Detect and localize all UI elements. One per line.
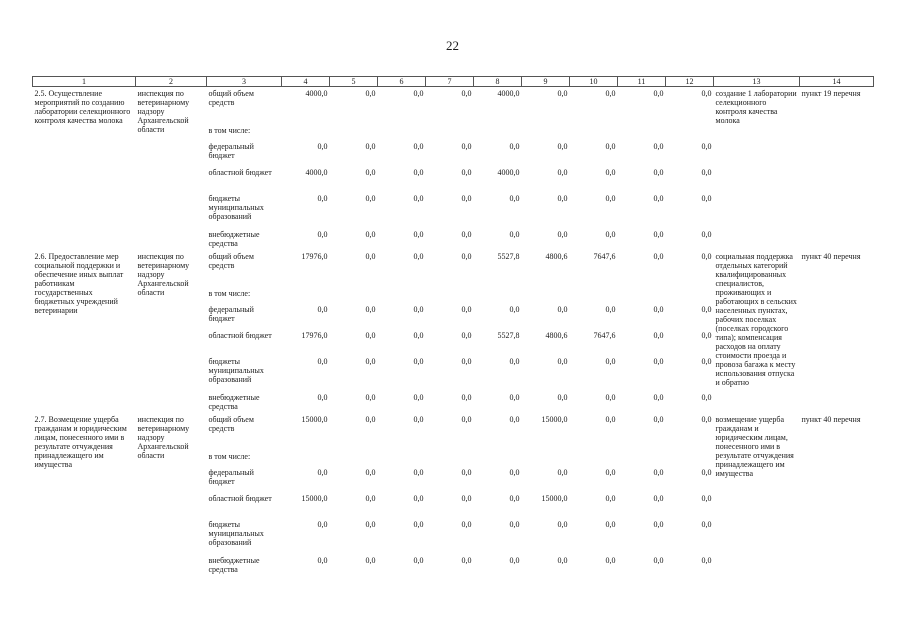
amount-cell: 0,0	[317, 230, 328, 239]
amount-cell: 0,0	[653, 415, 664, 424]
amount-cell: 4800,6	[545, 331, 568, 340]
amount-cell: 0,0	[461, 331, 472, 340]
column-number: 2	[136, 77, 207, 87]
amount-cell: 0,0	[413, 393, 424, 402]
amount-cell: 0,0	[557, 194, 568, 203]
amount-cell: 0,0	[413, 494, 424, 503]
amount-cell	[570, 124, 618, 140]
amount-cell: 0,0	[461, 393, 472, 402]
amount-cell	[378, 450, 426, 466]
column-number: 10	[570, 77, 618, 87]
amount-cell: 0,0	[365, 230, 376, 239]
amount-cell: 0,0	[365, 494, 376, 503]
column-number: 4	[282, 77, 330, 87]
amount-cell: 0,0	[605, 556, 616, 565]
amount-cell: 5527,8	[497, 252, 520, 261]
measure-name: 2.6. Предоставление мер социальной поддержки и обеспечение иных выплат работникам государственных бюджетных учреждений ветеринарии	[34, 252, 124, 315]
amount-cell: 0,0	[509, 357, 520, 366]
amount-cell	[618, 124, 666, 140]
amount-cell: 0,0	[413, 230, 424, 239]
funding-source-label: областной бюджет	[208, 168, 272, 177]
amount-cell: 0,0	[653, 305, 664, 314]
amount-cell: 0,0	[605, 89, 616, 98]
measure-executor: инспекция по ветеринарному надзору Архангельской области	[137, 89, 190, 134]
funding-source-label: в том числе:	[208, 126, 251, 135]
amount-cell: 0,0	[365, 415, 376, 424]
amount-cell: 0,0	[701, 556, 712, 565]
amount-cell: 0,0	[653, 331, 664, 340]
amount-cell: 0,0	[701, 468, 712, 477]
amount-cell: 0,0	[509, 230, 520, 239]
amount-cell: 0,0	[317, 556, 328, 565]
amount-cell: 0,0	[413, 357, 424, 366]
funding-source-label: внебюджетные средства	[208, 556, 260, 574]
amount-cell: 0,0	[701, 520, 712, 529]
amount-cell: 0,0	[653, 357, 664, 366]
amount-cell	[666, 124, 714, 140]
amount-cell	[570, 450, 618, 466]
amount-cell: 0,0	[557, 168, 568, 177]
amount-cell: 0,0	[317, 194, 328, 203]
column-number: 13	[714, 77, 800, 87]
amount-cell	[282, 450, 330, 466]
amount-cell: 0,0	[365, 556, 376, 565]
amount-cell: 0,0	[605, 520, 616, 529]
amount-cell: 0,0	[701, 331, 712, 340]
amount-cell: 0,0	[365, 142, 376, 151]
amount-cell: 0,0	[701, 89, 712, 98]
amount-cell: 0,0	[365, 520, 376, 529]
amount-cell: 0,0	[461, 142, 472, 151]
funding-source-label: бюджеты муниципальных образований	[208, 520, 264, 547]
column-number: 7	[426, 77, 474, 87]
amount-cell	[282, 287, 330, 303]
measure-reference: пункт 19 перечня	[801, 89, 861, 98]
amount-cell: 0,0	[413, 252, 424, 261]
amount-cell: 0,0	[701, 415, 712, 424]
amount-cell: 0,0	[701, 357, 712, 366]
amount-cell: 0,0	[701, 194, 712, 203]
table-row	[33, 413, 874, 450]
amount-cell: 0,0	[365, 168, 376, 177]
amount-cell: 0,0	[605, 168, 616, 177]
amount-cell	[474, 287, 522, 303]
funding-source-label: внебюджетные средства	[208, 230, 260, 248]
amount-cell: 0,0	[605, 357, 616, 366]
amount-cell: 0,0	[701, 142, 712, 151]
amount-cell	[522, 287, 570, 303]
amount-cell: 0,0	[461, 305, 472, 314]
amount-cell	[618, 287, 666, 303]
amount-cell: 0,0	[509, 194, 520, 203]
amount-cell	[570, 287, 618, 303]
amount-cell: 0,0	[413, 520, 424, 529]
amount-cell: 0,0	[509, 305, 520, 314]
amount-cell: 0,0	[461, 415, 472, 424]
amount-cell: 0,0	[605, 415, 616, 424]
amount-cell	[666, 287, 714, 303]
program-table	[32, 76, 874, 576]
funding-source-label: федеральный бюджет	[208, 468, 254, 486]
funding-source-label: внебюджетные средства	[208, 393, 260, 411]
funding-source-label: федеральный бюджет	[208, 305, 254, 323]
amount-cell: 0,0	[461, 468, 472, 477]
measure-name: 2.5. Осуществление мероприятий по созданию лаборатории селекционного контроля качества молока	[34, 89, 131, 125]
amount-cell: 4000,0	[305, 168, 328, 177]
amount-cell: 0,0	[413, 194, 424, 203]
measure-executor: инспекция по ветеринарному надзору Архангельской области	[137, 415, 190, 460]
amount-cell: 0,0	[557, 468, 568, 477]
amount-cell: 0,0	[365, 89, 376, 98]
column-number: 8	[474, 77, 522, 87]
column-number: 12	[666, 77, 714, 87]
amount-cell: 0,0	[557, 89, 568, 98]
amount-cell: 0,0	[509, 556, 520, 565]
amount-cell: 0,0	[653, 494, 664, 503]
amount-cell	[330, 287, 378, 303]
column-number: 1	[33, 77, 136, 87]
amount-cell	[474, 450, 522, 466]
amount-cell: 0,0	[557, 230, 568, 239]
amount-cell: 0,0	[365, 252, 376, 261]
measure-result: социальная поддержка отдельных категорий квалифицированных специалистов, проживающих и работающих в сельских населенных пунктах, рабочих поселках (поселках городского типа); компенсация расходов на оплату стоимости проезда и провоза багажа к месту использования отпуска и обратно	[715, 252, 797, 387]
amount-cell: 0,0	[365, 393, 376, 402]
funding-source-label: областной бюджет	[208, 494, 272, 503]
column-number: 9	[522, 77, 570, 87]
amount-cell: 15000,0	[301, 415, 328, 424]
amount-cell: 0,0	[317, 520, 328, 529]
column-number: 11	[618, 77, 666, 87]
amount-cell: 0,0	[605, 393, 616, 402]
amount-cell: 0,0	[413, 415, 424, 424]
amount-cell: 0,0	[557, 357, 568, 366]
amount-cell: 15000,0	[541, 415, 568, 424]
amount-cell: 0,0	[365, 357, 376, 366]
amount-cell	[330, 124, 378, 140]
amount-cell: 0,0	[557, 520, 568, 529]
amount-cell	[666, 450, 714, 466]
column-number-row	[33, 77, 874, 87]
amount-cell: 0,0	[461, 520, 472, 529]
amount-cell: 0,0	[461, 89, 472, 98]
amount-cell: 0,0	[701, 393, 712, 402]
amount-cell: 0,0	[653, 168, 664, 177]
amount-cell: 0,0	[509, 415, 520, 424]
amount-cell: 0,0	[461, 556, 472, 565]
funding-source-label: федеральный бюджет	[208, 142, 254, 160]
amount-cell: 0,0	[461, 168, 472, 177]
amount-cell: 0,0	[557, 556, 568, 565]
amount-cell: 0,0	[701, 230, 712, 239]
amount-cell: 0,0	[317, 393, 328, 402]
amount-cell: 0,0	[557, 305, 568, 314]
amount-cell	[426, 287, 474, 303]
amount-cell: 0,0	[461, 230, 472, 239]
amount-cell: 0,0	[509, 494, 520, 503]
funding-source-label: общий объем средств	[208, 415, 254, 433]
column-number: 3	[207, 77, 282, 87]
amount-cell	[522, 450, 570, 466]
funding-source-label: областной бюджет	[208, 331, 272, 340]
amount-cell: 17976,0	[301, 331, 328, 340]
amount-cell: 0,0	[413, 305, 424, 314]
amount-cell: 0,0	[509, 520, 520, 529]
amount-cell: 15000,0	[301, 494, 328, 503]
amount-cell	[378, 124, 426, 140]
column-number: 6	[378, 77, 426, 87]
amount-cell: 0,0	[509, 393, 520, 402]
table-row	[33, 250, 874, 287]
amount-cell: 0,0	[413, 142, 424, 151]
amount-cell	[618, 450, 666, 466]
amount-cell: 0,0	[509, 468, 520, 477]
amount-cell: 0,0	[653, 556, 664, 565]
amount-cell: 4000,0	[305, 89, 328, 98]
amount-cell: 0,0	[461, 494, 472, 503]
amount-cell: 0,0	[605, 142, 616, 151]
amount-cell: 0,0	[605, 494, 616, 503]
funding-source-label: в том числе:	[208, 452, 251, 461]
amount-cell	[522, 124, 570, 140]
amount-cell: 4800,6	[545, 252, 568, 261]
measure-executor: инспекция по ветеринарному надзору Архангельской области	[137, 252, 190, 297]
amount-cell: 0,0	[461, 357, 472, 366]
column-number: 14	[800, 77, 874, 87]
funding-source-label: бюджеты муниципальных образований	[208, 194, 264, 221]
table-row	[33, 87, 874, 125]
amount-cell: 0,0	[365, 305, 376, 314]
amount-cell: 17976,0	[301, 252, 328, 261]
amount-cell: 0,0	[557, 393, 568, 402]
amount-cell: 0,0	[365, 468, 376, 477]
amount-cell: 0,0	[653, 252, 664, 261]
page-number: 22	[446, 38, 459, 53]
amount-cell: 5527,8	[497, 331, 520, 340]
amount-cell: 7647,6	[593, 331, 616, 340]
amount-cell: 0,0	[461, 194, 472, 203]
amount-cell: 0,0	[509, 142, 520, 151]
amount-cell: 0,0	[653, 142, 664, 151]
amount-cell: 0,0	[317, 468, 328, 477]
amount-cell: 0,0	[653, 520, 664, 529]
amount-cell: 0,0	[605, 194, 616, 203]
amount-cell	[282, 124, 330, 140]
measure-result: создание 1 лаборатории селекционного контроля качества молока	[715, 89, 797, 125]
amount-cell: 0,0	[653, 230, 664, 239]
funding-source-label: общий объем средств	[208, 252, 254, 270]
amount-cell	[474, 124, 522, 140]
amount-cell: 0,0	[317, 305, 328, 314]
amount-cell: 0,0	[701, 494, 712, 503]
amount-cell: 0,0	[701, 252, 712, 261]
amount-cell: 0,0	[701, 305, 712, 314]
amount-cell: 0,0	[413, 331, 424, 340]
amount-cell	[378, 287, 426, 303]
funding-source-label: бюджеты муниципальных образований	[208, 357, 264, 384]
amount-cell	[426, 450, 474, 466]
measure-name: 2.7. Возмещение ущерба гражданам и юридическим лицам, понесенного ими в результате отчуждения принадлежащего им имущества	[34, 415, 127, 469]
amount-cell: 0,0	[317, 357, 328, 366]
amount-cell: 0,0	[653, 468, 664, 477]
amount-cell: 0,0	[605, 468, 616, 477]
measure-reference: пункт 40 перечня	[801, 415, 861, 424]
measure-reference: пункт 40 перечня	[801, 252, 861, 261]
amount-cell: 0,0	[365, 194, 376, 203]
measure-result: возмещение ущерба гражданам и юридическим лицам, понесенного ими в результате отчуждения принадлежащего им имущества	[715, 415, 794, 478]
amount-cell: 0,0	[317, 142, 328, 151]
funding-source-label: общий объем средств	[208, 89, 254, 107]
amount-cell: 0,0	[605, 305, 616, 314]
amount-cell: 0,0	[701, 168, 712, 177]
amount-cell: 0,0	[413, 89, 424, 98]
amount-cell: 0,0	[413, 168, 424, 177]
amount-cell: 0,0	[605, 230, 616, 239]
amount-cell: 4000,0	[497, 168, 520, 177]
amount-cell: 0,0	[461, 252, 472, 261]
amount-cell: 0,0	[653, 194, 664, 203]
amount-cell: 0,0	[557, 142, 568, 151]
amount-cell	[330, 450, 378, 466]
amount-cell: 0,0	[413, 556, 424, 565]
amount-cell: 0,0	[653, 393, 664, 402]
amount-cell	[426, 124, 474, 140]
amount-cell: 0,0	[365, 331, 376, 340]
amount-cell: 7647,6	[593, 252, 616, 261]
amount-cell: 0,0	[653, 89, 664, 98]
amount-cell: 15000,0	[541, 494, 568, 503]
funding-source-label: в том числе:	[208, 289, 251, 298]
column-number: 5	[330, 77, 378, 87]
amount-cell: 4000,0	[497, 89, 520, 98]
amount-cell: 0,0	[413, 468, 424, 477]
